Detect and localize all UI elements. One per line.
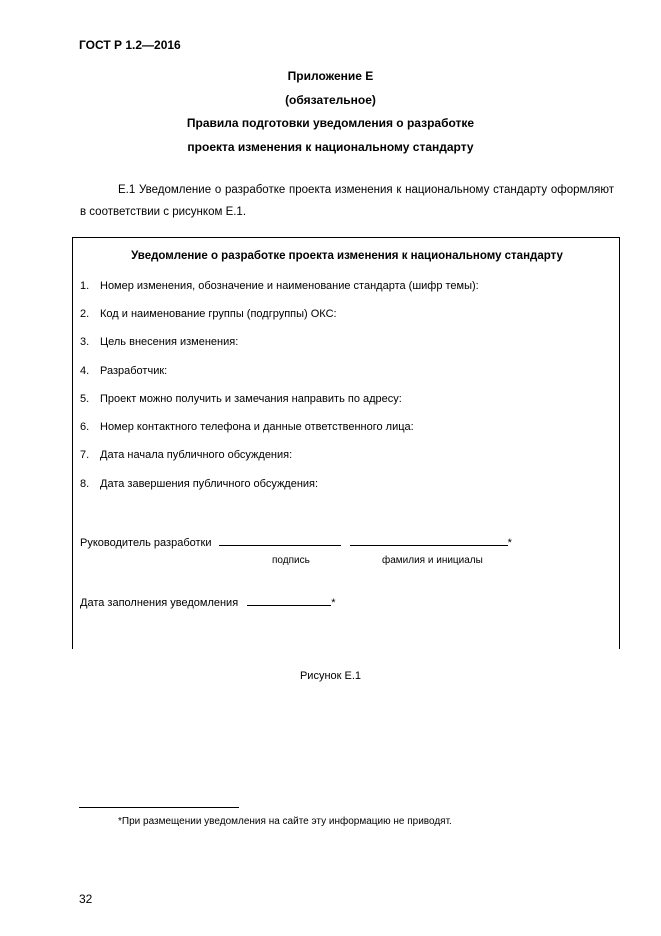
footnote-text: *При размещении уведомления на сайте эту информацию не приводят. [118,816,452,827]
form-item [80,280,479,292]
item-text: Код и наименование группы (подгруппы) ОКС: [100,308,337,320]
form-item [80,421,414,433]
form-title: Уведомление о разработке проекта изменения к национальному стандарту [131,250,563,262]
form-item [80,478,318,490]
footnote-divider [79,807,239,808]
form-item [80,449,292,461]
item-text: Номер контактного телефона и данные ответственного лица: [100,421,414,433]
item-text: Дата начала публичного обсуждения: [100,449,293,461]
notification-form-frame [72,237,620,649]
appendix-heading-line1: Правила подготовки уведомления о разработке [186,116,475,130]
document-code: ГОСТ Р 1.2—2016 [79,38,181,52]
item-number: 8. [80,478,90,490]
form-item [80,336,238,348]
fill-date-label: Дата заполнения уведомления [80,597,239,609]
item-text: Проект можно получить и замечания направить по адресу: [100,393,402,405]
item-number: 7. [80,449,90,461]
page-number: 32 [79,892,93,906]
appendix-heading-line2: проекта изменения к национальному стандарту [187,140,474,154]
item-number: 3. [80,336,90,348]
appendix-title: Приложение Е [287,69,374,83]
item-number: 6. [80,421,90,433]
manager-signature-row [80,534,512,549]
item-text: Номер изменения, обозначение и наименование стандарта (шифр темы): [100,280,479,292]
name-caption: фамилия и инициалы [382,555,483,566]
item-number: 4. [80,365,90,377]
fill-date-row [80,594,336,609]
appendix-status: (обязательное) [285,93,376,107]
form-item [80,308,337,320]
date-line [247,594,331,606]
item-number: 1. [80,280,90,292]
form-item [80,365,167,377]
asterisk-mark: * [331,597,336,609]
figure-caption: Рисунок Е.1 [299,670,362,682]
intro-paragraph: Е.1 Уведомление о разработке проекта изменения к национальному стандарту оформляют в соответствии с рисунком Е.1. [80,184,614,218]
signature-line [219,534,341,546]
item-text: Цель внесения изменения: [100,336,239,348]
item-text: Дата завершения публичного обсуждения: [100,478,319,490]
asterisk-mark: * [507,537,512,549]
item-number: 2. [80,308,90,320]
manager-label: Руководитель разработки [80,537,212,549]
signature-caption: подпись [272,555,310,566]
item-number: 5. [80,393,90,405]
item-text: Разработчик: [100,365,168,377]
name-line [350,534,508,546]
form-item [80,393,402,405]
